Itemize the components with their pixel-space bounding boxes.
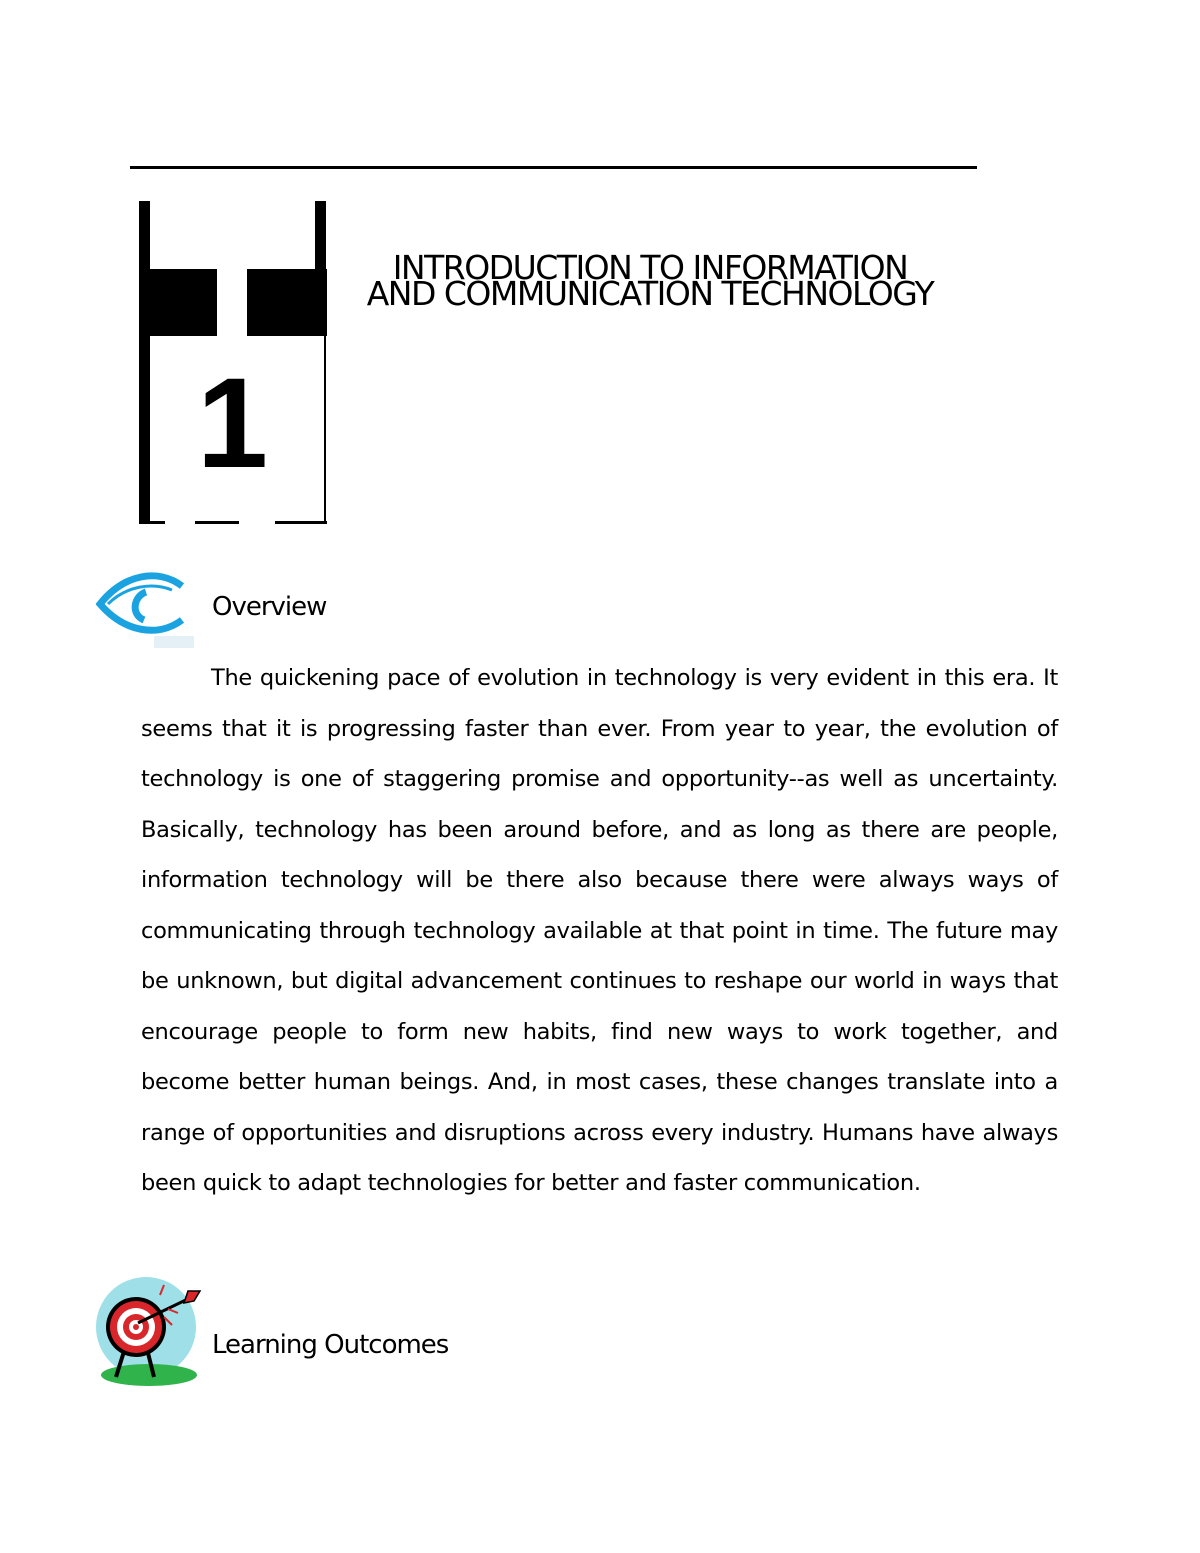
top-rule [130,166,977,169]
eye-icon [96,566,196,656]
learning-outcomes-heading: Learning Outcomes [212,1330,449,1360]
chapter-title: INTRODUCTION TO INFORMATION AND COMMUNICATION TECHNOLOGY [366,248,934,313]
target-icon [94,1275,206,1389]
overview-heading: Overview [212,592,327,622]
overview-paragraph: The quickening pace of evolution in technology is very evident in this era. It seems that it is progressing faster than ever. From year to year, the evolution of technology is one of staggering promise and opportunity--as well as uncertainty. Basically, technology has been around before, and as long as there are people, information technology will be there also because there were always ways of communicating through technology available at that point in time. The future may be unknown, but digital advancement continues to reshape our world in ways that encourage people to form new habits, find new ways to work together, and become better human beings. And, in most cases, these changes translate into a range of opportunities and disruptions across every industry. Humans have always been quick to adapt technologies for better and faster communication. [141,665,1058,1196]
chapter-number: 1 [196,352,269,495]
